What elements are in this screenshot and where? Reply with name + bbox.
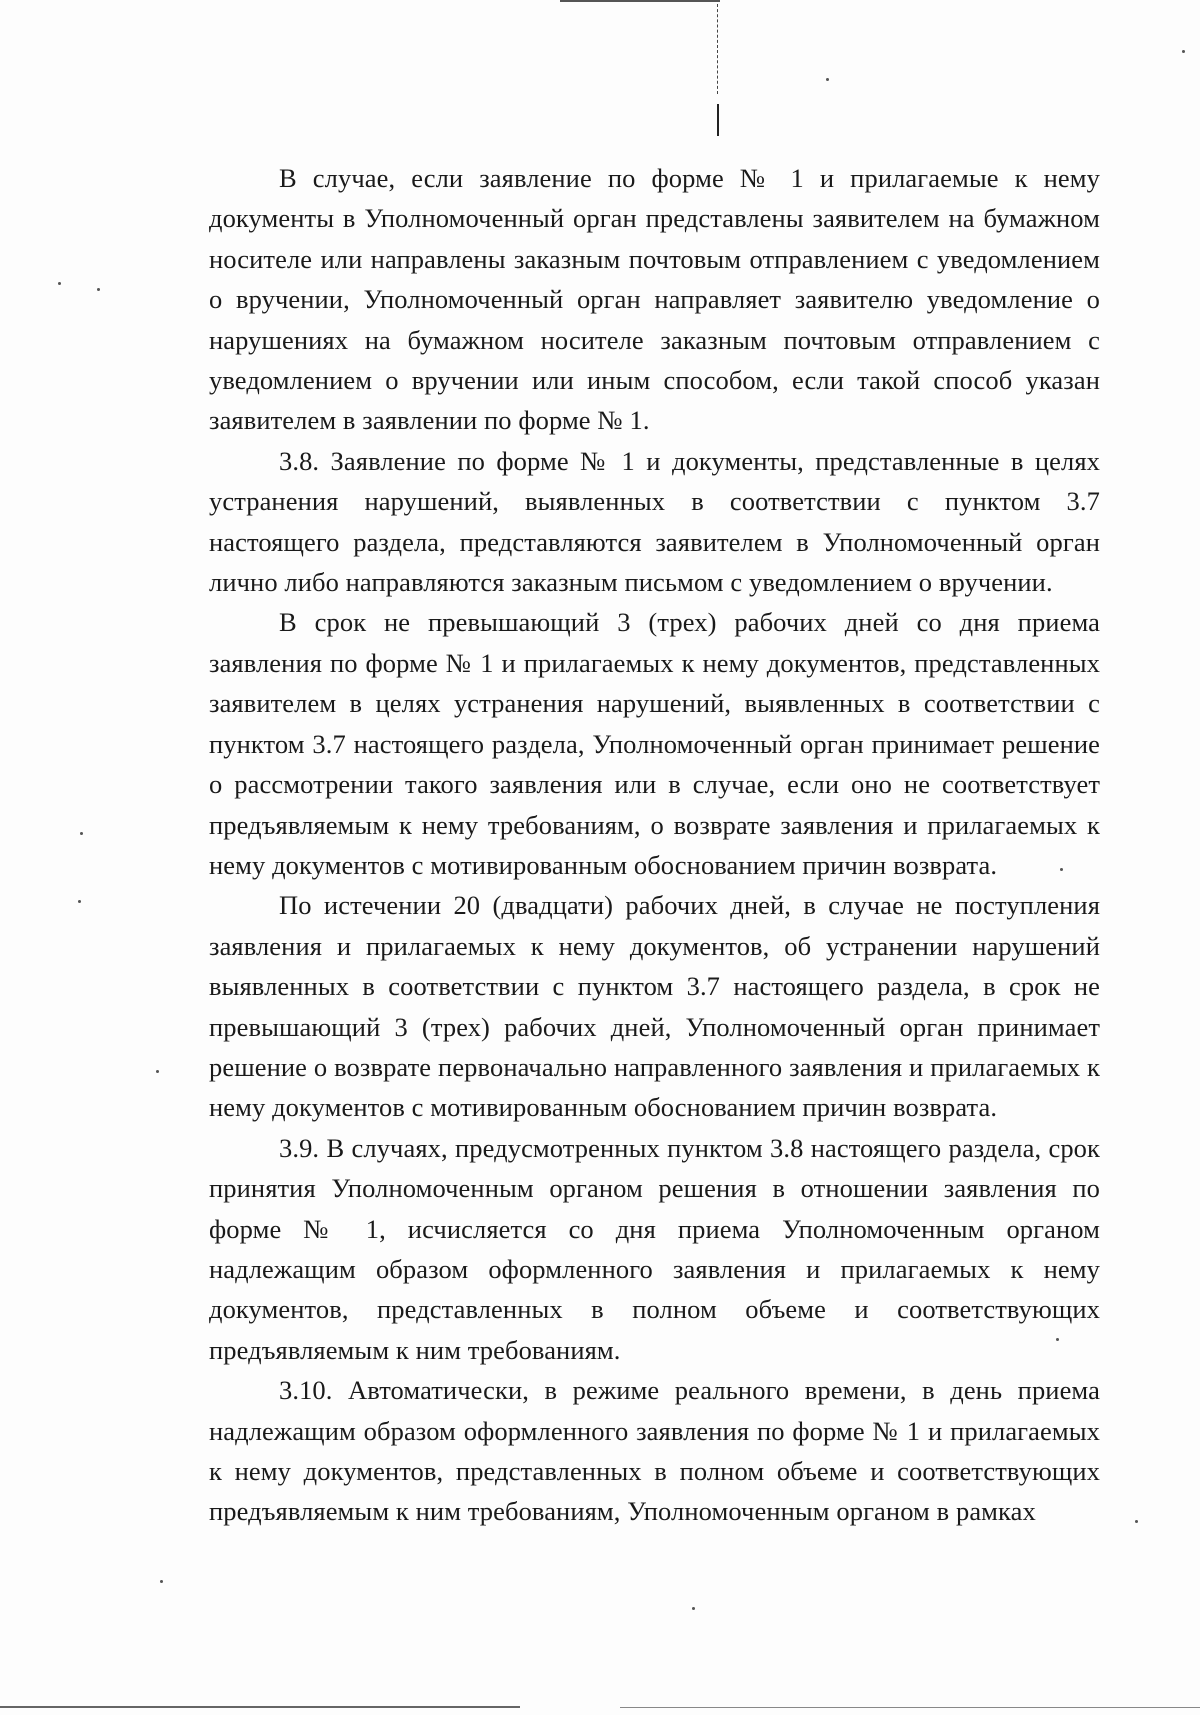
scan-dashed-line: [717, 4, 719, 94]
paragraph-3-8-term: В срок не превышающий 3 (трех) рабочих дней со дня приема заявления по форме № 1 и прилагаемых к нему документов, представленных заявителем в целях устранения нарушений, выявленных в соответствии с пунктом 3.7 настоящего раздела, Уполномоченный орган принимает решение о рассмотрении такого заявления или в случае, если оно не соответствует предъявляемым к нему требованиям, о возврате заявления и прилагаемых к нему документов с мотивированным обоснованием причин возврата.: [209, 607, 1100, 880]
scan-speck: [156, 1070, 159, 1073]
scan-top-rule: [560, 0, 720, 2]
scan-bottom-rule-faint: [620, 1707, 1200, 1708]
scan-speck: [97, 288, 100, 291]
scan-speck: [692, 1607, 695, 1610]
paragraph-3-8-expiry: По истечении 20 (двадцати) рабочих дней, в случае не поступления заявления и прилагаемых к нему документов, об устранении нарушений выявленных в соответствии с пунктом 3.7 настоящего раздела, в срок не превышающий 3 (трех) рабочих дней, Уполномоченный орган принимает решение о возврате первоначально направленного заявления и прилагаемых к нему документов с мотивированным обоснованием причин возврата.: [209, 890, 1100, 1123]
document-body: [209, 158, 1100, 1532]
paragraph-3-9: 3.9. В случаях, предусмотренных пунктом 3.8 настоящего раздела, срок принятия Уполномоченным органом решения в отношении заявления по форме № 1, исчисляется со дня приема Уполномоченным органом надлежащим образом оформленного заявления и прилагаемых к нему документов, представленных в полном объеме и соответствующих предъявляемым к ним требованиям.: [209, 1132, 1100, 1365]
scan-speck: [78, 900, 81, 903]
paragraph-3-8: 3.8. Заявление по форме № 1 и документы, представленные в целях устранения нарушений, выявленных в соответствии с пунктом 3.7 настоящего раздела, представляются заявителем в Уполномоченный орган лично либо направляются заказным письмом с уведомлением о вручении.: [209, 445, 1100, 598]
scan-speck: [826, 78, 829, 81]
scan-speck: [160, 1580, 163, 1583]
scan-speck: [58, 282, 61, 285]
scan-speck: [1135, 1520, 1138, 1523]
paragraph-notice-paper: В случае, если заявление по форме № 1 и прилагаемые к нему документы в Уполномоченный орган представлены заявителем на бумажном носителе или направлены заказным почтовым отправлением с уведомлением о вручении, Уполномоченный орган направляет заявителю уведомление о нарушениях на бумажном носителе заказным почтовым отправлением с уведомлением о вручении или иным способом, если такой способ указан заявителем в заявлении по форме № 1.: [209, 163, 1100, 436]
scan-bottom-rule: [0, 1706, 520, 1708]
scan-speck: [1182, 50, 1185, 53]
scan-speck: [80, 832, 83, 835]
scan-solid-line: [717, 104, 719, 136]
paragraph-3-10: 3.10. Автоматически, в режиме реального времени, в день приема надлежащим образом оформленного заявления по форме № 1 и прилагаемых к нему документов, представленных в полном объеме и соответствующих предъявляемым к ним требованиям, Уполномоченным органом в рамках: [209, 1375, 1100, 1527]
